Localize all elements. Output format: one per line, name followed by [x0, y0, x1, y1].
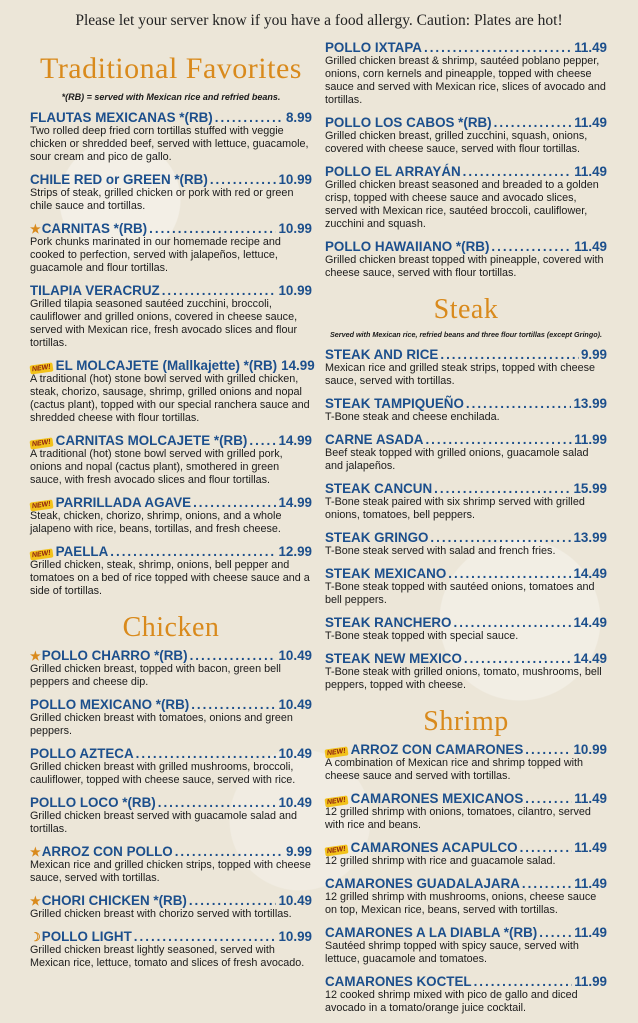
- section-title-steak: Steak: [433, 294, 499, 325]
- menu-item: [30, 544, 312, 598]
- item-desc: Steak, chicken, chorizo, shrimp, onions, and a whole jalapeno with rice, beans, tortillas, and fresh cheese.: [30, 510, 282, 535]
- item-desc: 12 grilled shrimp with onions, tomatoes, cilantro, served with rice and beans.: [325, 806, 591, 831]
- item-price: 12.99: [278, 544, 312, 559]
- item-desc: 12 grilled shrimp with mushrooms, onions, cheese sauce on top, Mexican rice, beans, served with tortillas.: [325, 891, 597, 916]
- menu-item: [325, 530, 607, 558]
- item-name: STEAK RANCHERO: [325, 615, 452, 630]
- item-price: 11.99: [574, 974, 607, 989]
- menu-item: [325, 615, 607, 643]
- item-price: 10.49: [278, 795, 312, 810]
- menu-item: [325, 164, 607, 231]
- item-price: 14.49: [573, 615, 607, 630]
- item-desc: Mexican rice and grilled steak strips, topped with cheese sauce, served with tortillas.: [325, 362, 596, 387]
- new-badge: NEW!: [29, 437, 53, 449]
- menu-item: [30, 433, 312, 487]
- item-desc: Grilled tilapia seasoned sautéed zucchini, broccoli, cauliflower and grilled onions, covered in cheese sauce, served with Mexican rice, fresh avocado slices and flour tortillas.: [30, 298, 298, 349]
- item-desc: T-Bone steak and cheese enchilada.: [325, 411, 500, 423]
- menu-item: [325, 115, 607, 156]
- item-name: CAMARONES KOCTEL: [325, 974, 472, 989]
- item-desc: Grilled chicken breast with tomatoes, onions and green peppers.: [30, 712, 293, 737]
- item-price: 10.99: [278, 172, 312, 187]
- item-desc: Grilled chicken breast & shrimp, sautéed poblano pepper, onions, corn kernels and pineapple, topped with cheese sauce and served with Mexican rice, slices of avocado and tortillas.: [325, 55, 606, 106]
- item-price: 15.99: [573, 481, 607, 496]
- section-title-chicken: Chicken: [122, 612, 220, 643]
- item-desc: Strips of steak, grilled chicken or pork with red or green chile sauce and tortillas.: [30, 187, 294, 212]
- menu-item: [30, 697, 312, 738]
- menu-item: [30, 172, 312, 213]
- menu-item: [325, 347, 607, 388]
- item-price: 14.99: [278, 495, 312, 510]
- item-name: CHILE RED or GREEN *(RB): [30, 172, 208, 187]
- item-name: STEAK NEW MEXICO: [325, 651, 462, 666]
- item-name: POLLO AZTECA: [30, 746, 134, 761]
- menu-item: [325, 432, 607, 473]
- new-badge: NEW!: [324, 746, 348, 758]
- item-price: 14.99: [281, 358, 315, 373]
- item-desc: A traditional (hot) stone bowl served with grilled pork, onions and nopal (cactus plant), smothered in green sauce, with fresh avocado slices and flour tortillas.: [30, 448, 283, 486]
- menu-item: [30, 795, 312, 836]
- item-price: 9.99: [580, 347, 607, 362]
- section-title-traditional: Traditional Favorites: [40, 52, 302, 85]
- item-desc: Grilled chicken breast served with guacamole salad and tortillas.: [30, 810, 298, 835]
- item-name: STEAK AND RICE: [325, 347, 439, 362]
- item-name: PAELLA: [55, 544, 109, 559]
- steak-note: Served with Mexican rice, refried beans and three flour tortillas (except Gringo).: [330, 330, 602, 339]
- item-name: CAMARONES A LA DIABLA *(RB): [325, 925, 538, 940]
- item-desc: Grilled chicken breast seasoned and breaded to a golden crisp, topped with cheese sauce and avocado slices, served with Mexican rice, sautéed broccoli, cauliflower, zucchini and squash.: [325, 179, 599, 230]
- item-name: STEAK TAMPIQUEÑO: [325, 396, 464, 411]
- item-price: 11.49: [574, 840, 607, 855]
- item-price: 10.49: [278, 746, 312, 761]
- menu-item: [30, 648, 312, 689]
- item-price: 14.49: [573, 651, 607, 666]
- rb-note: *(RB) = served with Mexican rice and refried beans.: [61, 92, 281, 102]
- right-column: [325, 40, 607, 1023]
- menu-item: [30, 495, 312, 536]
- item-name: TILAPIA VERACRUZ: [30, 283, 160, 298]
- menu-item: [325, 40, 607, 107]
- item-name: POLLO EL ARRAYÁN: [325, 164, 461, 179]
- item-price: 13.99: [573, 530, 607, 545]
- item-price: 11.49: [574, 40, 607, 55]
- menu-item: [325, 974, 607, 1015]
- item-price: 11.99: [574, 432, 607, 447]
- menu-item: [325, 396, 607, 424]
- item-price: 9.99: [285, 844, 312, 859]
- menu-item: [30, 844, 312, 885]
- menu-item: [325, 566, 607, 607]
- new-badge: NEW!: [29, 499, 53, 511]
- item-desc: T-Bone steak with grilled onions, tomato, mushrooms, bell peppers, topped with cheese.: [325, 666, 602, 691]
- item-price: 11.49: [574, 239, 607, 254]
- item-desc: Beef steak topped with grilled onions, guacamole salad and jalapeños.: [325, 447, 589, 472]
- menu-item: [325, 239, 607, 280]
- item-price: 11.49: [574, 876, 607, 891]
- section-title-shrimp: Shrimp: [423, 706, 509, 737]
- menu-item: [325, 925, 607, 966]
- menu-item: [30, 358, 315, 425]
- item-name: POLLO LOS CABOS *(RB): [325, 115, 492, 130]
- item-name: CAMARONES MEXICANOS: [350, 791, 524, 806]
- item-name: EL MOLCAJETE (Mallkajette) *(RB): [55, 358, 278, 373]
- item-price: 10.99: [573, 742, 607, 757]
- item-name: POLLO IXTAPA: [325, 40, 422, 55]
- item-name: POLLO LOCO *(RB): [30, 795, 156, 810]
- menu-item: [30, 283, 312, 350]
- menu-item: [30, 221, 312, 275]
- item-name: FLAUTAS MEXICANAS *(RB): [30, 110, 213, 125]
- item-name: CARNITAS *(RB): [41, 221, 148, 236]
- star-icon: ★: [30, 649, 41, 663]
- item-name: POLLO CHARRO *(RB): [41, 648, 188, 663]
- item-price: 13.99: [573, 396, 607, 411]
- star-icon: ★: [30, 845, 41, 859]
- item-name: POLLO MEXICANO *(RB): [30, 697, 190, 712]
- item-desc: Grilled chicken breast, topped with bacon, green bell peppers and cheese dip.: [30, 663, 281, 688]
- left-column: [30, 40, 315, 978]
- menu-item: [325, 481, 607, 522]
- item-desc: Grilled chicken, steak, shrimp, onions, bell pepper and tomatoes on a bed of rice topped with cheese sauce and a side of tortillas.: [30, 559, 310, 597]
- item-desc: 12 grilled shrimp with rice and guacamole salad.: [325, 855, 556, 867]
- menu-item: [30, 110, 312, 164]
- item-price: 10.49: [278, 697, 312, 712]
- item-price: 8.99: [285, 110, 312, 125]
- item-price: 11.49: [574, 791, 607, 806]
- menu-item: [325, 876, 607, 917]
- item-price: 10.49: [278, 893, 312, 908]
- item-name: POLLO HAWAIIANO *(RB): [325, 239, 490, 254]
- item-desc: T-Bone steak served with salad and french fries.: [325, 545, 556, 557]
- item-desc: 12 cooked shrimp mixed with pico de gallo and diced avocado in a tomato/orange juice cocktail.: [325, 989, 578, 1014]
- item-name: CAMARONES ACAPULCO: [350, 840, 518, 855]
- item-name: ARROZ CON CAMARONES: [350, 742, 524, 757]
- menu-item: [325, 742, 607, 783]
- menu-item: [30, 929, 312, 970]
- item-price: 11.49: [574, 115, 607, 130]
- item-name: PARRILLADA AGAVE: [55, 495, 192, 510]
- item-desc: Mexican rice and grilled chicken strips, topped with cheese sauce, served with tortillas.: [30, 859, 311, 884]
- item-price: 11.49: [574, 164, 607, 179]
- item-desc: Grilled chicken breast with grilled mushrooms, broccoli, cauliflower, topped with cheese sauce, served with rice.: [30, 761, 296, 786]
- new-badge: NEW!: [324, 844, 348, 856]
- star-icon: ★: [30, 894, 41, 908]
- light-icon: ☽: [30, 930, 41, 944]
- new-badge: NEW!: [324, 795, 348, 807]
- item-desc: T-Bone steak topped with sautéed onions, tomatoes and bell peppers.: [325, 581, 595, 606]
- item-name: CAMARONES GUADALAJARA: [325, 876, 520, 891]
- item-name: CHORI CHICKEN *(RB): [41, 893, 187, 908]
- menu-item: [30, 893, 312, 921]
- item-desc: T-Bone steak paired with six shrimp served with grilled onions, tomatoes, bell peppers.: [325, 496, 585, 521]
- menu-item: [325, 791, 607, 832]
- item-desc: Grilled chicken breast with chorizo served with tortillas.: [30, 908, 292, 920]
- item-name: CARNITAS MOLCAJETE *(RB): [55, 433, 248, 448]
- item-price: 14.49: [573, 566, 607, 581]
- allergy-notice: Please let your server know if you have a food allergy. Caution: Plates are hot!: [75, 12, 563, 29]
- item-name: STEAK GRINGO: [325, 530, 429, 545]
- item-name: ARROZ CON POLLO: [41, 844, 173, 859]
- item-desc: Grilled chicken breast topped with pineapple, covered with cheese sauce, served with flour tortillas.: [325, 254, 604, 279]
- item-price: 10.99: [278, 283, 312, 298]
- item-name: POLLO LIGHT: [41, 929, 132, 944]
- item-price: 10.99: [278, 221, 312, 236]
- new-badge: NEW!: [29, 362, 53, 374]
- item-desc: T-Bone steak topped with special sauce.: [325, 630, 519, 642]
- menu-item: [325, 840, 607, 868]
- menu-item: [30, 746, 312, 787]
- item-name: STEAK MEXICANO: [325, 566, 447, 581]
- item-desc: Two rolled deep fried corn tortillas stuffed with veggie chicken or shredded beef, served with lettuce, guacamole, sour cream and pico de gallo.: [30, 125, 309, 163]
- star-icon: ★: [30, 222, 41, 236]
- item-name: STEAK CANCUN: [325, 481, 433, 496]
- item-name: CARNE ASADA: [325, 432, 424, 447]
- new-badge: NEW!: [29, 548, 53, 560]
- item-price: 10.49: [278, 648, 312, 663]
- item-price: 14.99: [278, 433, 312, 448]
- item-desc: Pork chunks marinated in our homemade recipe and cooked to perfection, served with jalapeños, lettuce, guacamole and flour tortillas.: [30, 236, 281, 274]
- item-desc: Grilled chicken breast, grilled zucchini, squash, onions, covered with cheese sauce, served with flour tortillas.: [325, 130, 588, 155]
- item-price: 11.49: [574, 925, 607, 940]
- item-desc: A traditional (hot) stone bowl served with grilled chicken, steak, chorizo, sausage, shrimp, grilled onions and nopal (cactus plant), topped with our special ranchera sauce and shredded cheese with flour tortillas.: [30, 373, 310, 424]
- item-desc: A combination of Mexican rice and shrimp topped with cheese sauce and served with tortillas.: [325, 757, 584, 782]
- item-desc: Grilled chicken breast lightly seasoned, served with Mexican rice, lettuce, tomato and slices of fresh avocado.: [30, 944, 305, 969]
- menu-item: [325, 651, 607, 692]
- item-price: 10.99: [278, 929, 312, 944]
- item-desc: Sautéed shrimp topped with spicy sauce, served with lettuce, guacamole and tomatoes.: [325, 940, 579, 965]
